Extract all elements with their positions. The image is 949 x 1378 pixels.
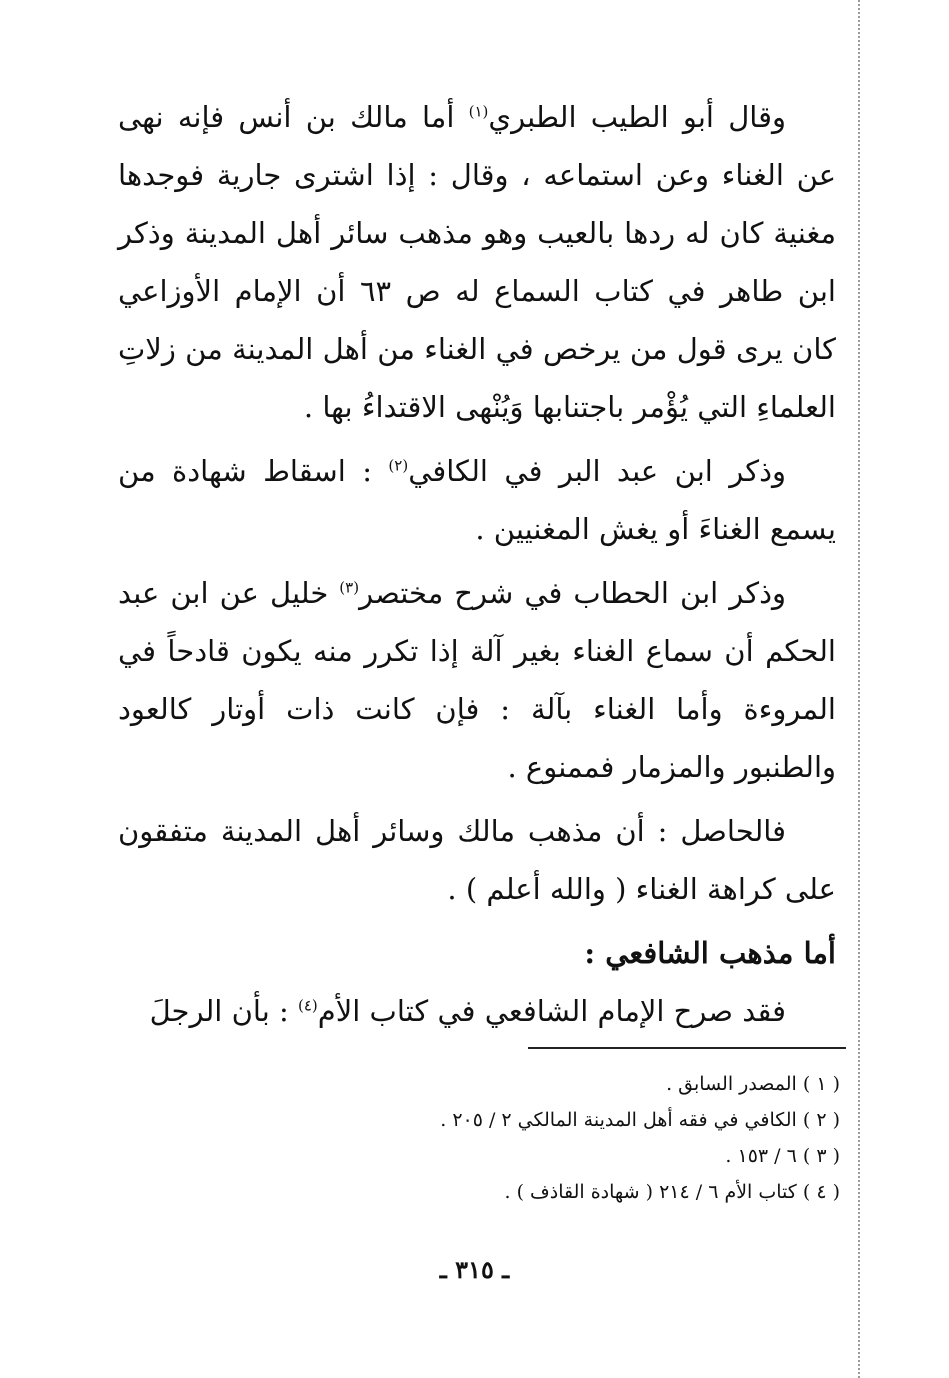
section-heading-shafii: أما مذهب الشافعي : [584, 936, 836, 970]
paragraph-text: أما مالك بن أنس فإنه نهى عن الغناء وعن استماعه ، وقال : إذا اشترى جارية فوجدها مغنية كان له ردها بالعيب وهو مذهب سائر أهل المدينة وذكر ابن طاهر في كتاب السماع له ص ٦٣ أن الإمام الأوزاعي كان يرى قول من يرخص في الغناء من أهل المدينة من زلاتِ العلماءِ التي يُؤْمر باجتنابها وَيُنْهى الاقتداءُ بها . [118, 100, 836, 424]
paragraph-text: فقد صرح الإمام الشافعي في كتاب الأم [317, 994, 786, 1028]
paragraph-ibn-al-hattab [118, 564, 836, 796]
paragraph-text: وقال أبو الطيب الطبري [488, 100, 786, 134]
paragraph-conclusion: فالحاصل : أن مذهب مالك وسائر أهل المدينة متفقون على كراهة الغناء ( والله أعلم ) . [118, 814, 836, 906]
footnote-1: ( ١ ) المصدر السابق . [666, 1073, 840, 1095]
paragraph-maliki-tabari [118, 88, 836, 436]
paragraph-text: وذكر ابن الحطاب في شرح مختصر [359, 576, 786, 610]
footnote-ref-4[interactable]: (٤) [297, 996, 318, 1015]
footnote-2: ( ٢ ) الكافي في فقه أهل المدينة المالكي ٢ / ٢٠٥ . [440, 1109, 840, 1131]
footnote-3: ( ٣ ) ٦ / ١٥٣ . [725, 1145, 840, 1167]
footnotes [300, 1066, 840, 1210]
paragraph-text: : اسقاط شهادة من يسمع الغناءَ أو يغش المغنيين . [118, 454, 836, 546]
footnote-ref-3[interactable]: (٣) [339, 578, 360, 597]
footnote-separator [528, 1047, 846, 1049]
binding-dotted-line [858, 0, 860, 1378]
footnote-4: ( ٤ ) كتاب الأم ٦ / ٢١٤ ( شهادة القاذف ) . [504, 1181, 840, 1203]
paragraph-text: : بأن الرجلَ [149, 994, 298, 1028]
paragraph-text: وذكر ابن عبد البر في الكافي [408, 454, 787, 488]
paragraph-ibn-abd-al-barr [118, 442, 836, 558]
paragraph-shafii [118, 982, 836, 1040]
footnote-ref-1[interactable]: (١) [468, 102, 489, 121]
page-number: ـ ٣١٥ ـ [439, 1255, 510, 1284]
footnote-ref-2[interactable]: (٢) [388, 456, 409, 475]
main-text [118, 88, 836, 1040]
paragraph-text: خليل عن ابن عبد الحكم أن سماع الغناء بغير آلة إذا تكرر منه يكون قادحاً في المروءة وأما الغناء بآلة : فإن كانت ذات أوتار كالعود والطنبور والمزمار فممنوع . [118, 576, 836, 784]
